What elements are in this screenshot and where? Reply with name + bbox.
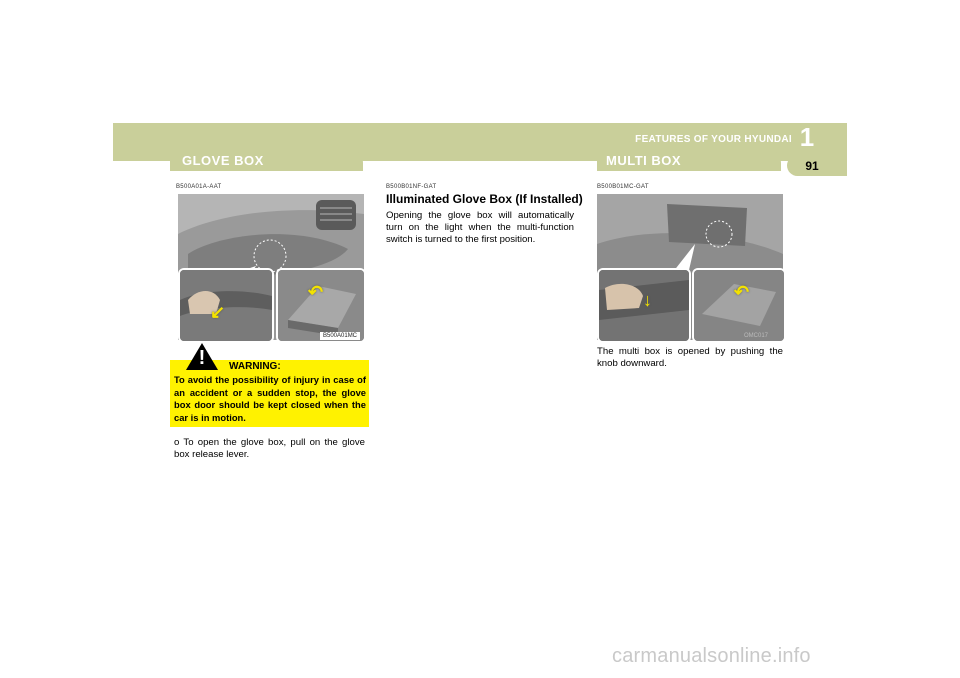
warning-exclamation-icon: ! (198, 347, 206, 369)
open-arrow-icon: ↶ (308, 282, 324, 302)
illuminated-glove-box-text: Opening the glove box will automatically turn on the light when the multi-function switch is turned to the first position. (386, 210, 574, 245)
photo-code-multi-box: OMC017 (744, 333, 769, 339)
warning-text: To avoid the possibility of injury in case of an accident or a sudden stop, the glove box door should be kept closed when the car is in motion. (174, 374, 366, 423)
glove-box-instruction: o To open the glove box, pull on the glove box release lever. (174, 437, 365, 460)
section-code-multi-box: B500B01MC-GAT (597, 184, 649, 190)
section-title-multi-box: MULTI BOX (606, 153, 682, 168)
glove-box-inset-lever (178, 268, 274, 343)
page-number: 91 (805, 159, 819, 173)
glove-box-inset-open-drawing (278, 270, 364, 341)
photo-code-glove-box: B500A01MC (320, 332, 360, 340)
chapter-title: FEATURES OF YOUR HYUNDAI (635, 134, 792, 145)
section-title-glove-box: GLOVE BOX (182, 153, 264, 168)
multi-box-inset-open-drawing (694, 270, 784, 341)
multi-box-text: The multi box is opened by pushing the knob downward. (597, 346, 783, 369)
pull-arrow-icon: ↙ (210, 302, 226, 322)
multi-box-open-arrow-icon: ↶ (734, 282, 750, 302)
section-code-illuminated: B500B01NF-GAT (386, 184, 437, 190)
multi-box-inset-open (692, 268, 786, 343)
subheading-illuminated-glove-box: Illuminated Glove Box (If Installed) (386, 192, 583, 206)
warning-title: WARNING: (229, 361, 281, 372)
watermark: carmanualsonline.info (612, 645, 811, 667)
section-code-glove-box: B500A01A-AAT (176, 184, 222, 190)
chapter-number: 1 (799, 122, 815, 152)
push-down-arrow-icon: ↓ (643, 290, 652, 310)
multi-box-inset-knob (597, 268, 691, 343)
glove-box-inset-lever-drawing (180, 270, 272, 341)
